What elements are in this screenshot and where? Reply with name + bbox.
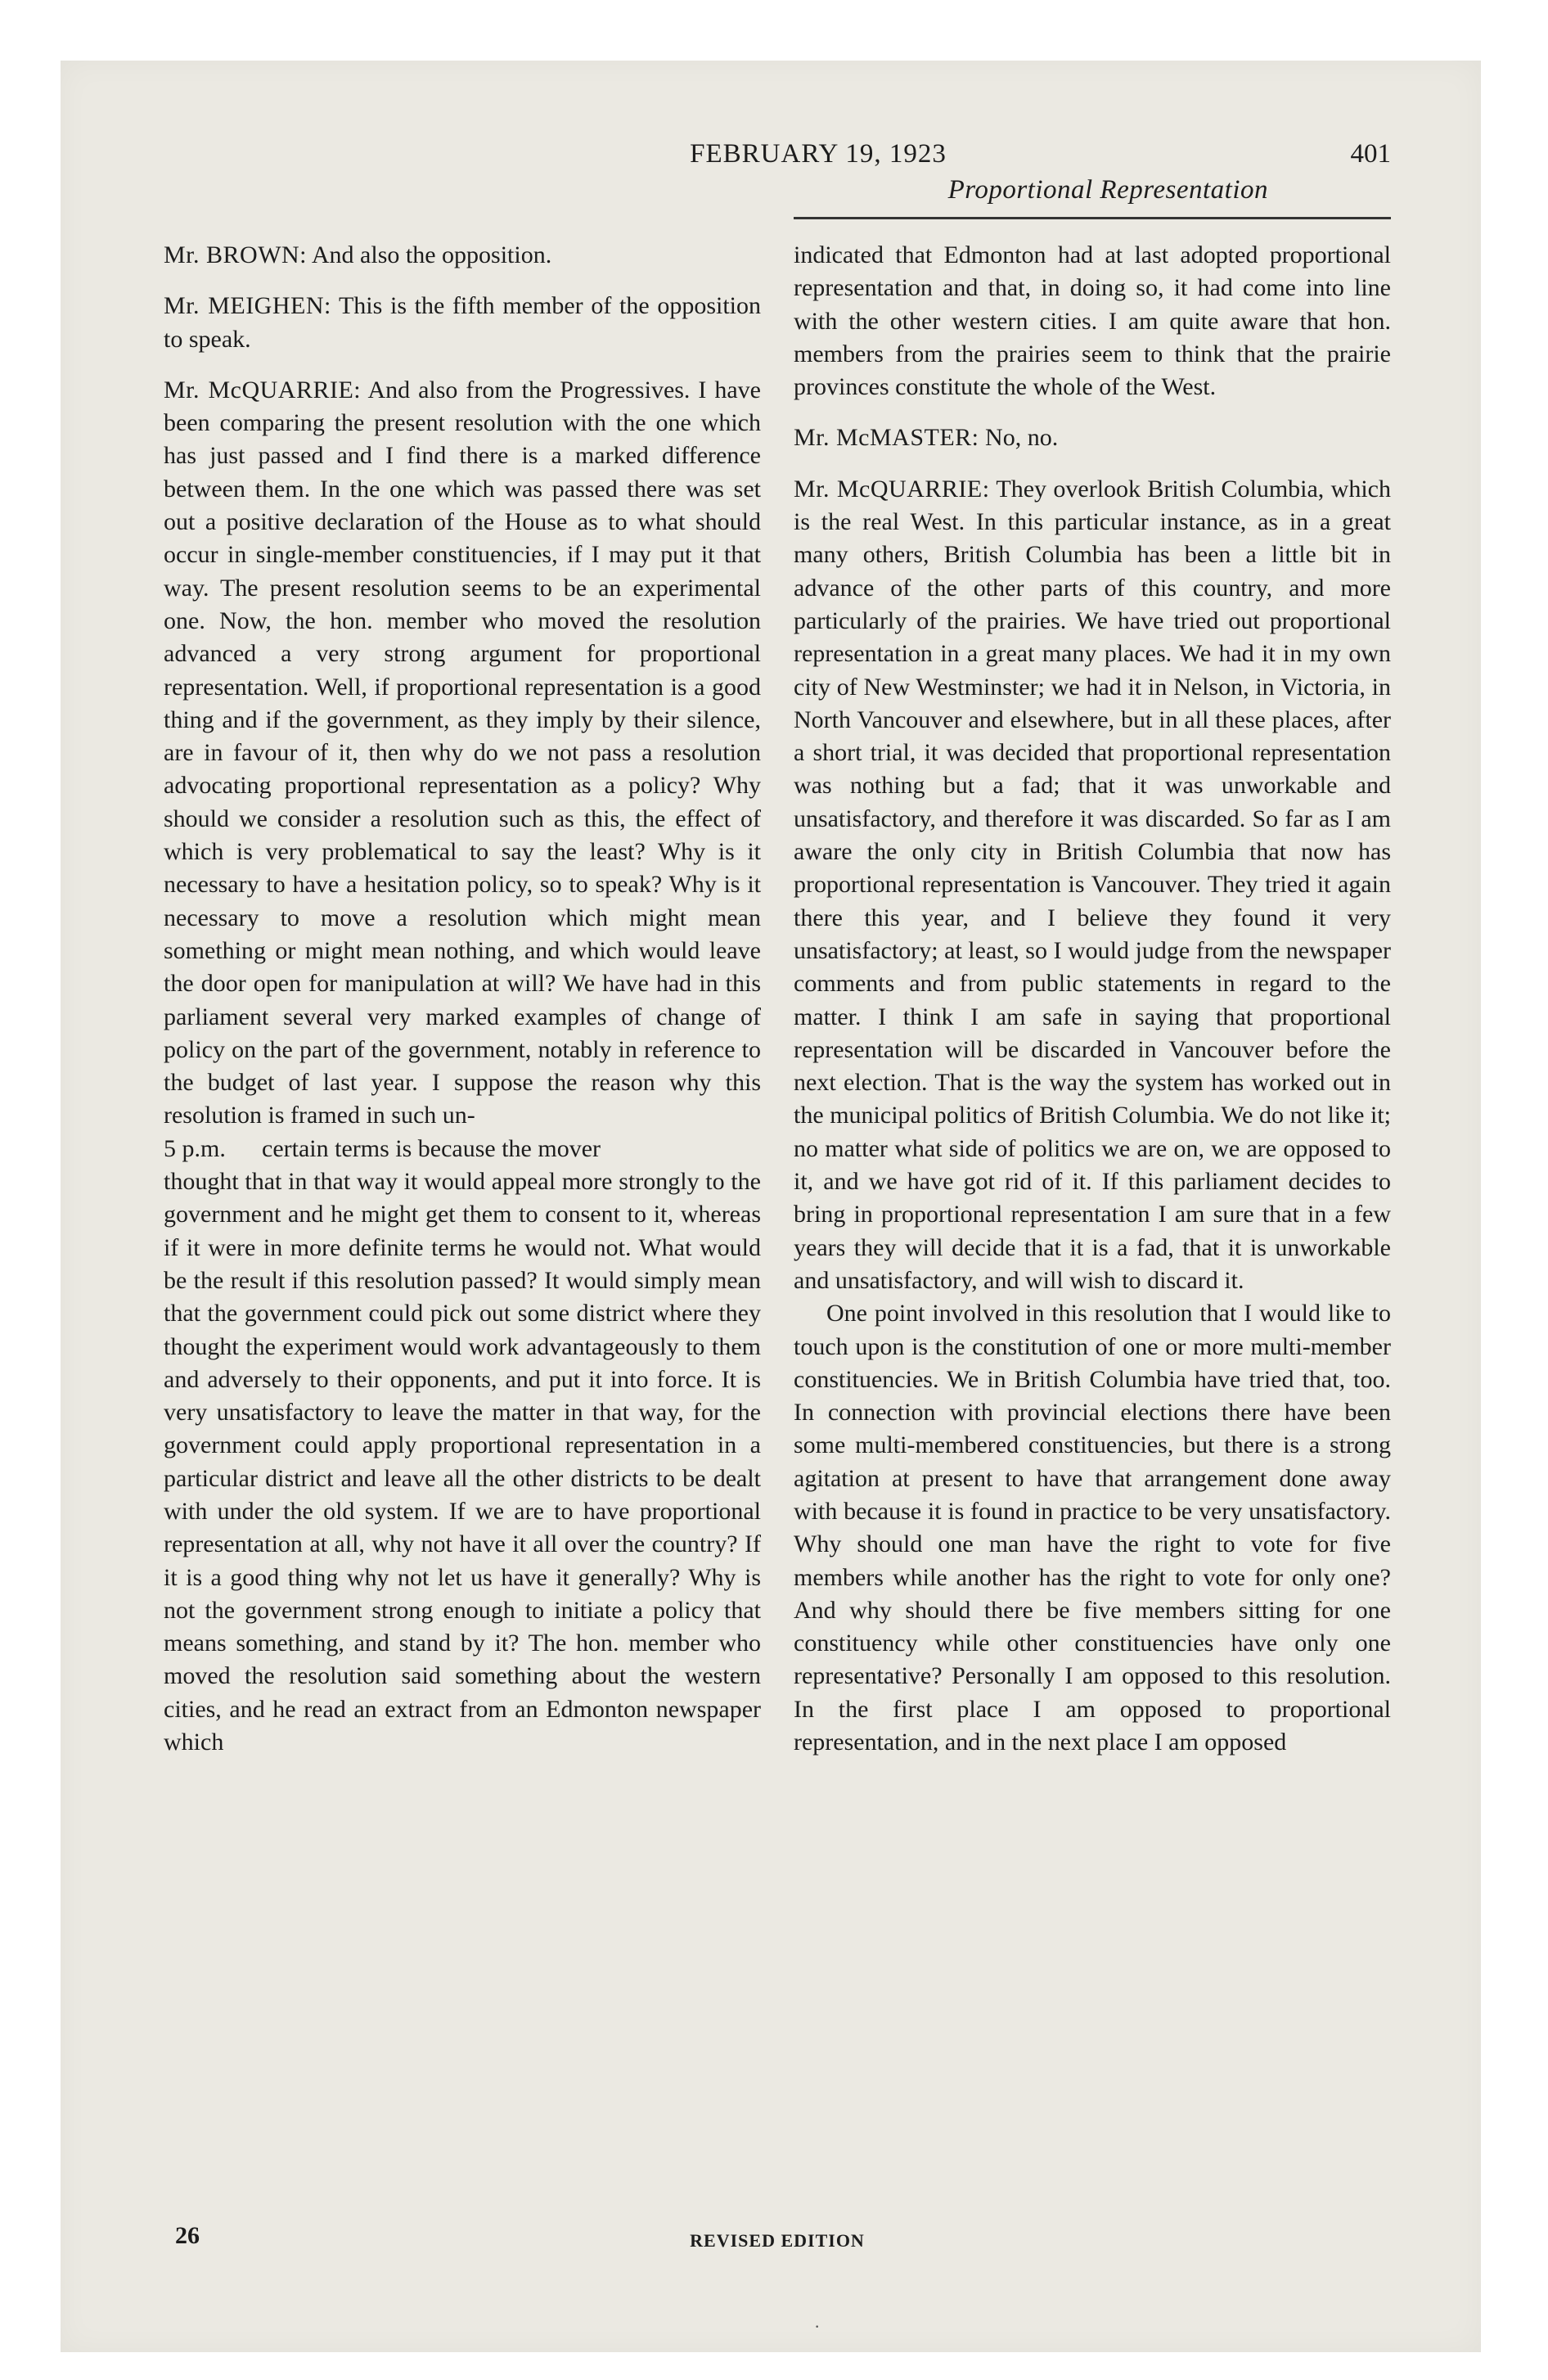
left-column [164, 239, 761, 2261]
speaker-name: Mr. McMASTER: [794, 424, 979, 452]
paragraph-text: This is the fifth member of the opposition to speak. [164, 292, 761, 353]
paragraph-text: certain terms is because the mover [262, 1134, 601, 1162]
edition-label: REVISED EDITION [690, 2230, 865, 2251]
paragraph-text: indicated that Edmonton had at last adopted proportional representation and that, in doing so, it had come into line with the other western cities. I am quite aware that hon. members from the prairies seem to think that the prairie provinces constitute the whole of the West. [794, 241, 1391, 401]
header-rule [794, 217, 1391, 219]
speaker-name: Mr. McQUARRIE: [794, 475, 990, 503]
time-marker: 5 p.m. [164, 1134, 226, 1162]
speaker-name: Mr. BROWN: [164, 241, 308, 268]
paragraph-text: They overlook British Columbia, which is the real West. In this particular instance, as in a great many others, British Columbia has been a little bit in advance of the other parts of this country, and more particularly of the prairies. We have tried out proportional representation in a great many places. We had it in my own city of New Westminster; we had it in Nelson, in Victoria, in North Vancouver and elsewhere, but in all these places, after a short trial, it was decided that proportional representation was nothing but a fad; that it was unworkable and unsatisfactory, and therefore it was discarded. So far as I am aware the only city in British Columbia that now has proportional representation is Vancouver. They tried it again there this year, and I believe they found it very unsatisfactory; at least, so I would judge from the newspaper comments and from public statements in regard to the matter. I think I am safe in saying that proportional representation will be discarded in Vancouver before the next election. That is the way the system has worked out in the municipal politics of British Columbia. We do not like it; no matter what side of politics we are on, we are opposed to it, and we have got rid of it. If this parliament decides to bring in proportional representation I am sure that in a few years they will decide that it is a fad, that it is unworkable and unsatisfactory, and will wish to discard it. [794, 475, 1391, 1294]
paragraph-mcquarrie [164, 374, 761, 1133]
paragraph-brown [164, 239, 761, 272]
paragraph-meighen [164, 290, 761, 356]
hansard-page [164, 139, 1391, 2337]
header-subject: Proportional Representation [947, 175, 1268, 205]
page-number: 401 [1350, 139, 1391, 169]
paragraph-text: thought that in that way it would appeal more strongly to the government and he might get them to consent to it, whereas if it were in more definite terms he would not. What would be the result if this resolution passed? It would simply mean that the government could pick out some district where they thought the experiment would work advantageously to them and adversely to their opponents, and put it into force. It is very unsatisfactory to leave the matter in that way, for the government could apply proportional representation in a particular district and leave all the other districts to be dealt with under the old system. If we are to have proportional representation at all, why not have it all over the country? If it is a good thing why not let us have it generally? Why is not the government strong enough to initiate a policy that means something, and stand by it? The hon. member who moved the resolution said something about the western cities, and he read an extract from an Edmonton newspaper which [164, 1168, 761, 1756]
paragraph-mcmaster [794, 421, 1391, 454]
paragraph-continuation-marginal [164, 1133, 761, 1165]
paragraph-text: And also from the Progressives. I have been comparing the present resolution with the one which has just passed and I find there is a marked difference between them. In the one which was passed there was set out a positive declaration of the House as to what should occur in single-member constituencies, if I may put it that way. The present resolution seems to be an experimental one. Now, the hon. member who moved the resolution advanced a very strong argument for proportional representation. Well, if proportional representation is a good thing and if the government, as they imply by their silence, are in favour of it, then why do we not pass a resolution advocating proportional representation as a policy? Why should we consider a resolution such as this, the effect of which is very problematical to say the least? Why is it necessary to have a hesitation policy, so to speak? Why is it necessary to move a resolution which might mean something or might mean nothing, and which would leave the door open for manipulation at will? We have had in this parliament several very marked examples of change of policy on the part of the government, notably in reference to the budget of last year. I suppose the reason why this resolution is framed in such un- [164, 376, 761, 1129]
paragraph-mcquarrie-2 [794, 473, 1391, 1297]
right-column [794, 239, 1391, 2261]
speaker-name: Mr. McQUARRIE: [164, 376, 362, 403]
paragraph-continued [794, 239, 1391, 403]
speaker-name: Mr. MEIGHEN: [164, 292, 331, 320]
signature-number: 26 [175, 2222, 200, 2249]
print-speck: · [814, 2316, 821, 2337]
paragraph-text: No, no. [985, 424, 1059, 452]
paragraph-multi-member [794, 1297, 1391, 1759]
header-date: FEBRUARY 19, 1923 [690, 139, 947, 169]
paragraph-text: One point involved in this resolution that I would like to touch upon is the constitution of one or more multi-member constituencies. We in British Columbia have tried that, too. In connection with provincial elections there have been some multi-membered constituencies, but there is a strong agitation at present to have that arrangement done away with because it is found in practice to be very unsatisfactory. Why should one man have the right to vote for five members while another has the right to vote for only one? And why should there be five members sitting for one constituency while other constituencies have only one representative? Personally I am opposed to this resolution. In the first place I am opposed to proportional representation, and in the next place I am opposed [794, 1300, 1391, 1756]
paragraph-continuation [164, 1165, 761, 1759]
paragraph-text: And also the opposition. [311, 241, 552, 268]
